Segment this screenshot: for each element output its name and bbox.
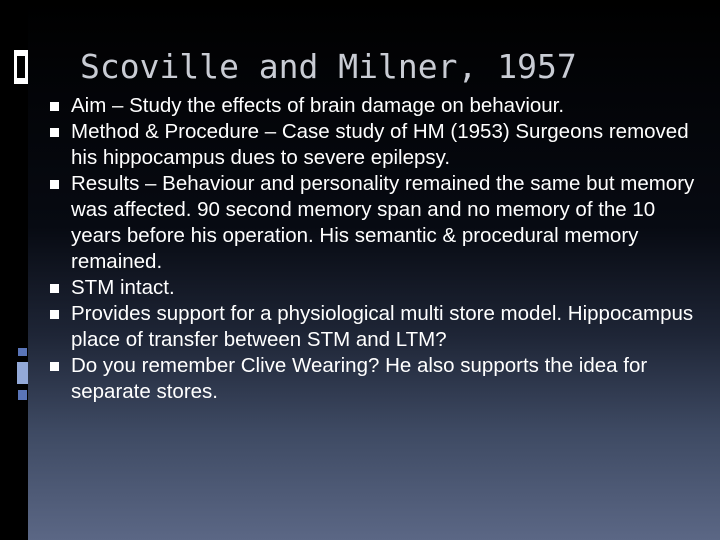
side-accent-block-top [18,348,27,356]
bullet-text: STM intact. [71,276,175,299]
bullet-item-aim [50,93,705,119]
square-bullet-icon [50,102,59,111]
side-accent-block-middle [17,362,28,384]
square-bullet-icon [50,128,59,137]
bullet-text: Method & Procedure – Case study of HM (1953) Surgeons removed his hippocampus dues to severe epilepsy. [71,120,689,169]
bullet-item-results [50,171,705,275]
bullet-item-stm [50,275,705,301]
bullet-list [50,93,705,405]
bullet-text: Results – Behaviour and personality remained the same but memory was affected. 90 second memory span and no memory of the 10 years before his operation. His semantic & procedural memory remained. [71,172,695,273]
title-accent-inner [17,56,25,78]
bullet-text: Provides support for a physiological multi store model. Hippocampus place of transfer between STM and LTM? [71,302,694,351]
bullet-text: Aim – Study the effects of brain damage on behaviour. [71,94,565,117]
square-bullet-icon [50,284,59,293]
square-bullet-icon [50,362,59,371]
side-accent-block-bottom [18,390,27,400]
bullet-item-method [50,119,705,171]
square-bullet-icon [50,310,59,319]
bullet-text: Do you remember Clive Wearing? He also supports the idea for separate stores. [71,354,648,403]
slide-title: Scoville and Milner, 1957 [80,47,577,86]
bullet-item-support [50,301,705,353]
bullet-item-clive-wearing [50,353,705,405]
square-bullet-icon [50,180,59,189]
